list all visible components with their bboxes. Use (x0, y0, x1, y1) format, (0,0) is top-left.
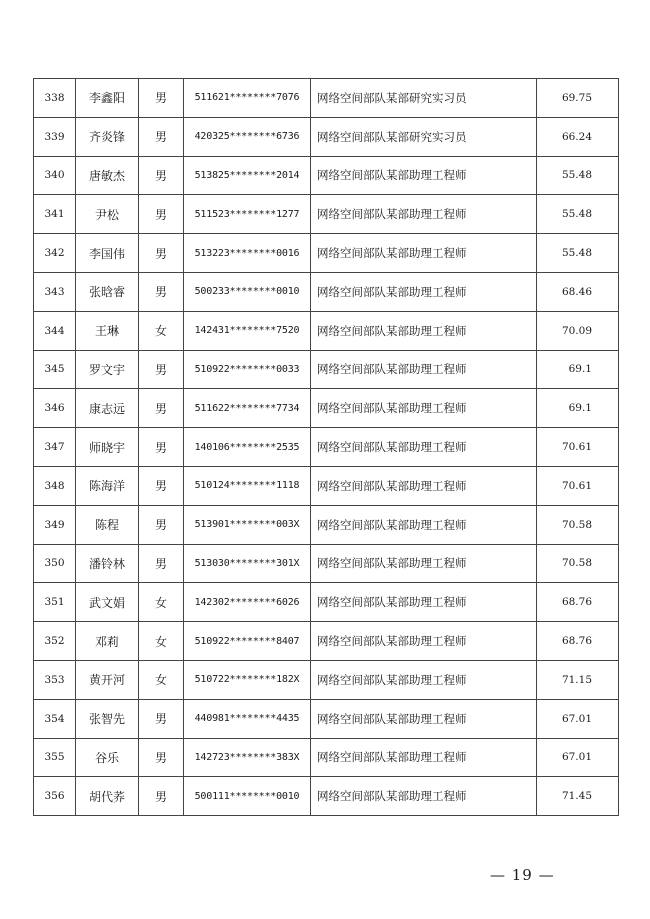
gender-cell: 男 (139, 117, 184, 156)
id-number-cell: 500233********0010 (184, 272, 311, 311)
id-number-cell: 510922********0033 (184, 350, 311, 389)
serial-number-cell: 339 (34, 117, 76, 156)
position-cell: 网络空间部队某部助理工程师 (311, 350, 537, 389)
table-row (34, 117, 619, 156)
table-row (34, 505, 619, 544)
gender-cell: 男 (139, 234, 184, 273)
name-cell: 邓莉 (76, 622, 139, 661)
name-cell: 王琳 (76, 311, 139, 350)
gender-cell: 男 (139, 466, 184, 505)
position-cell: 网络空间部队某部助理工程师 (311, 272, 537, 311)
position-cell: 网络空间部队某部研究实习员 (311, 79, 537, 118)
id-number-cell: 142431********7520 (184, 311, 311, 350)
serial-number-cell: 343 (34, 272, 76, 311)
score-cell: 67.01 (537, 699, 619, 738)
candidate-table (33, 78, 619, 816)
gender-cell: 女 (139, 622, 184, 661)
id-number-cell: 510922********8407 (184, 622, 311, 661)
name-cell: 武文娟 (76, 583, 139, 622)
id-number-cell: 510124********1118 (184, 466, 311, 505)
name-cell: 康志远 (76, 389, 139, 428)
score-cell: 69.1 (537, 389, 619, 428)
gender-cell: 男 (139, 428, 184, 467)
serial-number-cell: 341 (34, 195, 76, 234)
gender-cell: 男 (139, 389, 184, 428)
position-cell: 网络空间部队某部助理工程师 (311, 505, 537, 544)
score-cell: 67.01 (537, 738, 619, 777)
name-cell: 罗文宇 (76, 350, 139, 389)
serial-number-cell: 338 (34, 79, 76, 118)
score-cell: 55.48 (537, 195, 619, 234)
candidate-table-body (34, 79, 619, 816)
table-row (34, 699, 619, 738)
serial-number-cell: 355 (34, 738, 76, 777)
table-row (34, 79, 619, 118)
table-row (34, 738, 619, 777)
id-number-cell: 511621********7076 (184, 79, 311, 118)
table-row (34, 777, 619, 816)
name-cell: 唐敏杰 (76, 156, 139, 195)
position-cell: 网络空间部队某部助理工程师 (311, 583, 537, 622)
position-cell: 网络空间部队某部助理工程师 (311, 195, 537, 234)
position-cell: 网络空间部队某部助理工程师 (311, 544, 537, 583)
gender-cell: 男 (139, 350, 184, 389)
table-row (34, 156, 619, 195)
score-cell: 69.1 (537, 350, 619, 389)
id-number-cell: 511523********1277 (184, 195, 311, 234)
serial-number-cell: 356 (34, 777, 76, 816)
name-cell: 陈海洋 (76, 466, 139, 505)
score-cell: 70.58 (537, 505, 619, 544)
score-cell: 55.48 (537, 156, 619, 195)
position-cell: 网络空间部队某部研究实习员 (311, 117, 537, 156)
id-number-cell: 513901********003X (184, 505, 311, 544)
gender-cell: 女 (139, 660, 184, 699)
gender-cell: 男 (139, 699, 184, 738)
table-row (34, 622, 619, 661)
name-cell: 张晗睿 (76, 272, 139, 311)
table-row (34, 195, 619, 234)
score-cell: 55.48 (537, 234, 619, 273)
name-cell: 黄开河 (76, 660, 139, 699)
id-number-cell: 440981********4435 (184, 699, 311, 738)
id-number-cell: 513030********301X (184, 544, 311, 583)
serial-number-cell: 345 (34, 350, 76, 389)
gender-cell: 男 (139, 195, 184, 234)
table-row (34, 234, 619, 273)
serial-number-cell: 352 (34, 622, 76, 661)
score-cell: 71.15 (537, 660, 619, 699)
id-number-cell: 513825********2014 (184, 156, 311, 195)
table-row (34, 350, 619, 389)
name-cell: 潘铃林 (76, 544, 139, 583)
position-cell: 网络空间部队某部助理工程师 (311, 156, 537, 195)
name-cell: 谷乐 (76, 738, 139, 777)
id-number-cell: 510722********182X (184, 660, 311, 699)
serial-number-cell: 342 (34, 234, 76, 273)
score-cell: 71.45 (537, 777, 619, 816)
position-cell: 网络空间部队某部助理工程师 (311, 738, 537, 777)
table-row (34, 544, 619, 583)
serial-number-cell: 349 (34, 505, 76, 544)
page-number: — 19 — (490, 866, 555, 884)
score-cell: 68.76 (537, 583, 619, 622)
table-row (34, 389, 619, 428)
position-cell: 网络空间部队某部助理工程师 (311, 622, 537, 661)
score-cell: 70.09 (537, 311, 619, 350)
position-cell: 网络空间部队某部助理工程师 (311, 699, 537, 738)
position-cell: 网络空间部队某部助理工程师 (311, 234, 537, 273)
serial-number-cell: 347 (34, 428, 76, 467)
gender-cell: 女 (139, 311, 184, 350)
table-row (34, 466, 619, 505)
serial-number-cell: 351 (34, 583, 76, 622)
score-cell: 68.46 (537, 272, 619, 311)
position-cell: 网络空间部队某部助理工程师 (311, 466, 537, 505)
id-number-cell: 142302********6026 (184, 583, 311, 622)
name-cell: 李国伟 (76, 234, 139, 273)
serial-number-cell: 350 (34, 544, 76, 583)
score-cell: 70.61 (537, 466, 619, 505)
position-cell: 网络空间部队某部助理工程师 (311, 428, 537, 467)
gender-cell: 男 (139, 272, 184, 311)
position-cell: 网络空间部队某部助理工程师 (311, 777, 537, 816)
id-number-cell: 500111********0010 (184, 777, 311, 816)
serial-number-cell: 348 (34, 466, 76, 505)
name-cell: 尹松 (76, 195, 139, 234)
gender-cell: 男 (139, 777, 184, 816)
gender-cell: 男 (139, 738, 184, 777)
score-cell: 70.61 (537, 428, 619, 467)
gender-cell: 男 (139, 505, 184, 544)
name-cell: 师晓宇 (76, 428, 139, 467)
score-cell: 68.76 (537, 622, 619, 661)
name-cell: 李鑫阳 (76, 79, 139, 118)
serial-number-cell: 340 (34, 156, 76, 195)
name-cell: 齐炎锋 (76, 117, 139, 156)
id-number-cell: 513223********0016 (184, 234, 311, 273)
gender-cell: 男 (139, 156, 184, 195)
table-row (34, 660, 619, 699)
position-cell: 网络空间部队某部助理工程师 (311, 311, 537, 350)
name-cell: 胡代荞 (76, 777, 139, 816)
id-number-cell: 420325********6736 (184, 117, 311, 156)
serial-number-cell: 353 (34, 660, 76, 699)
gender-cell: 女 (139, 583, 184, 622)
score-cell: 66.24 (537, 117, 619, 156)
position-cell: 网络空间部队某部助理工程师 (311, 389, 537, 428)
table-row (34, 272, 619, 311)
id-number-cell: 511622********7734 (184, 389, 311, 428)
name-cell: 陈程 (76, 505, 139, 544)
score-cell: 70.58 (537, 544, 619, 583)
table-row (34, 311, 619, 350)
score-cell: 69.75 (537, 79, 619, 118)
table-row (34, 583, 619, 622)
table-row (34, 428, 619, 467)
serial-number-cell: 344 (34, 311, 76, 350)
id-number-cell: 140106********2535 (184, 428, 311, 467)
gender-cell: 男 (139, 79, 184, 118)
position-cell: 网络空间部队某部助理工程师 (311, 660, 537, 699)
id-number-cell: 142723********383X (184, 738, 311, 777)
serial-number-cell: 354 (34, 699, 76, 738)
gender-cell: 男 (139, 544, 184, 583)
serial-number-cell: 346 (34, 389, 76, 428)
name-cell: 张智先 (76, 699, 139, 738)
